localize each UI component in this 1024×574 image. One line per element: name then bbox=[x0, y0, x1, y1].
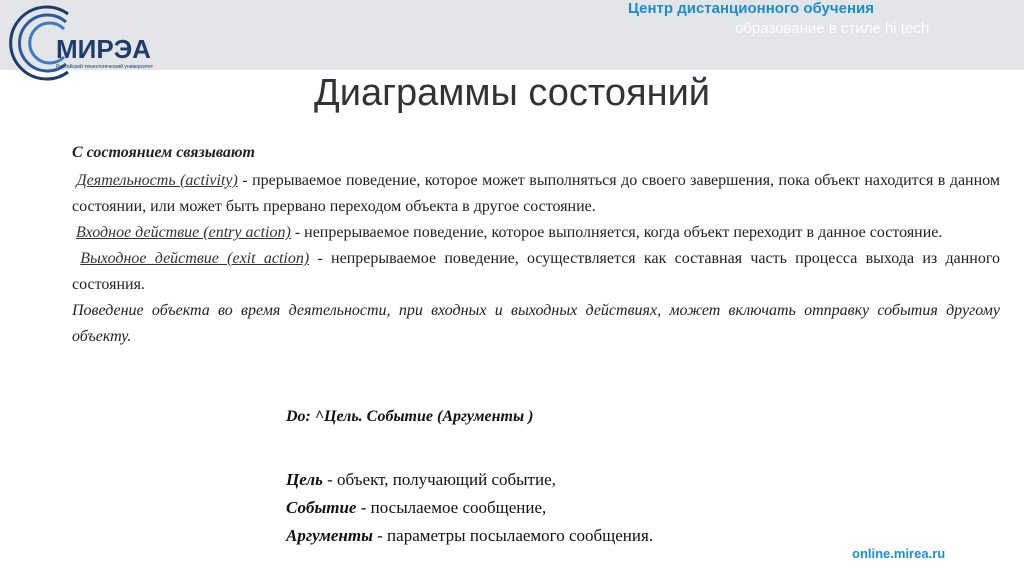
item-term: Выходное действие (exit action) bbox=[80, 250, 310, 267]
slide-title: Диаграммы состояний bbox=[313, 72, 711, 114]
definition-row bbox=[286, 494, 653, 522]
logo-text: МИРЭА bbox=[56, 34, 151, 64]
formula: Do: ^Цель. Событие (Аргументы ) bbox=[286, 408, 534, 425]
definition-text: - посылаемое сообщение, bbox=[356, 498, 547, 517]
content bbox=[72, 140, 1000, 350]
definition-row bbox=[286, 466, 653, 494]
tagline: образование в стиле hi tech bbox=[735, 20, 930, 37]
logo-subtext: Российский технологический университет bbox=[56, 64, 154, 70]
mirea-logo bbox=[6, 2, 176, 82]
behavior-note: Поведение объекта во время деятельности, при входных и выходных действиях, может включать отправку события другому объекту. bbox=[72, 302, 1000, 345]
definition-text: - параметры посылаемого сообщения. bbox=[372, 526, 654, 545]
item-entry bbox=[72, 220, 1000, 246]
item-exit bbox=[72, 246, 1000, 298]
footer-site-link[interactable]: online.mirea.ru bbox=[852, 546, 946, 561]
item-text: - непрерываемое поведение, осуществляется как составная часть процесса выхода из данного состояния. bbox=[72, 250, 1001, 293]
definitions bbox=[286, 466, 653, 550]
definition-row bbox=[286, 522, 653, 550]
header-bar bbox=[0, 0, 1024, 70]
item-text: - непрерываемое поведение, которое выполняется, когда объект переходит в данное состояние. bbox=[290, 224, 943, 241]
content-heading: С состоянием связывают bbox=[72, 144, 255, 161]
item-text: - прерываемое поведение, которое может выполняться до своего завершения, пока объект находится в данном состоянии, или может быть прервано переходом объекта в другое состояние. bbox=[72, 172, 1001, 215]
item-activity bbox=[72, 168, 1000, 220]
center-name: Центр дистанционного обучения bbox=[628, 0, 874, 17]
definition-text: - объект, получающий событие, bbox=[322, 470, 556, 489]
definition-term: Цель bbox=[286, 470, 323, 489]
definition-term: Аргументы bbox=[286, 526, 373, 545]
item-term: Деятельность (activity) bbox=[76, 172, 238, 189]
item-term: Входное действие (entry action) bbox=[76, 224, 291, 241]
definition-term: Событие bbox=[286, 498, 357, 517]
